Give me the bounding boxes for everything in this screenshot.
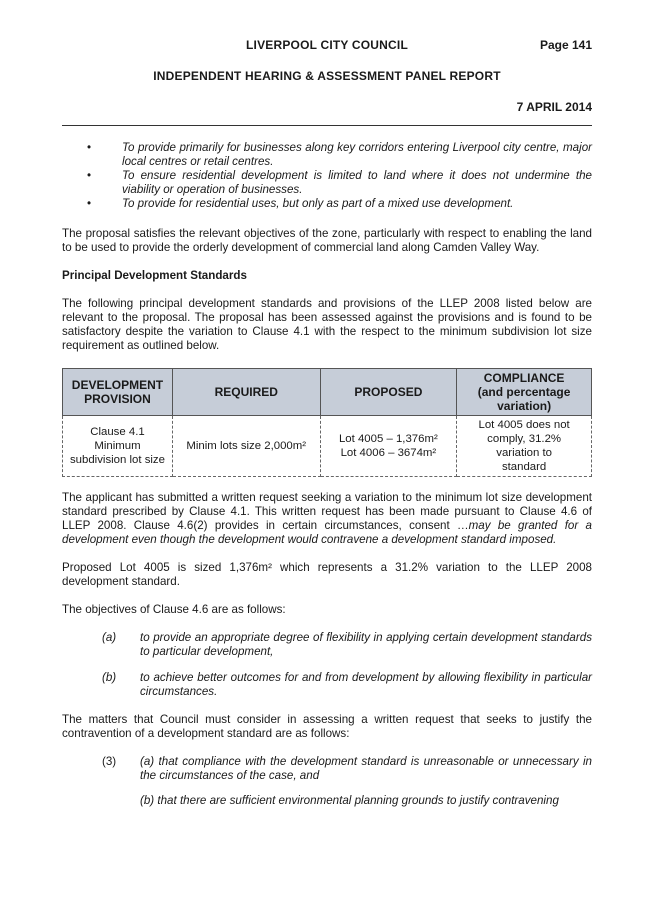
zone-objectives-list	[87, 141, 592, 211]
header-proposed: PROPOSED	[320, 369, 457, 416]
document-body	[62, 141, 592, 808]
header-rule	[62, 125, 592, 126]
clause-objectives-intro: The objectives of Clause 4.6 are as follows:	[62, 603, 286, 616]
report-date: 7 APRIL 2014	[516, 100, 592, 114]
list-item: (b) to achieve better outcomes for and from development by allowing flexibility in particular circumstances.	[102, 671, 592, 698]
cell-compliance: Lot 4005 does not comply, 31.2% variation to standard	[457, 416, 592, 477]
cell-proposed: Lot 4005 – 1,376m² Lot 4006 – 3674m²	[320, 416, 457, 477]
table-row	[63, 416, 592, 477]
council-name: LIVERPOOL CITY COUNCIL	[246, 38, 408, 52]
report-title: INDEPENDENT HEARING & ASSESSMENT PANEL REPORT	[153, 69, 501, 83]
matters-paragraph: The matters that Council must consider in assessing a written request that seeks to justify the contravention of a development standard are as follows:	[62, 713, 592, 740]
header-provision: DEVELOPMENT PROVISION	[63, 369, 173, 416]
standards-table	[62, 368, 592, 477]
lot-size-paragraph: Proposed Lot 4005 is sized 1,376m² which represents a 31.2% variation to the LLEP 2008 development standard.	[62, 561, 592, 588]
table-header-row	[63, 369, 592, 416]
list-item: • To provide for residential uses, but only as part of a mixed use development.	[87, 197, 592, 211]
page-number: Page 141	[539, 38, 592, 52]
page-header	[62, 38, 592, 54]
list-item: (b) that there are sufficient environmental planning grounds to justify contravening	[140, 794, 559, 807]
cell-required: Minim lots size 2,000m²	[172, 416, 320, 477]
objectives-paragraph: The proposal satisfies the relevant objectives of the zone, particularly with respect to enabling the land to be used to provide the orderly development of commercial land along Camden Valley Way.	[62, 227, 592, 254]
list-item: (a) that compliance with the development standard is unreasonable or unnecessary in the circumstances of the case, and	[140, 755, 592, 782]
clause-3-list: (3) (a) that compliance with the development standard is unreasonable or unnecessary in the circumstances of the case, and (b) that there are sufficient environmental planning grounds to justify contravening	[102, 755, 592, 807]
header-compliance: COMPLIANCE (and percentage variation)	[457, 369, 592, 416]
list-item: • To provide primarily for businesses along key corridors entering Liverpool city centre, major local centres or retail centres.	[87, 141, 592, 169]
applicant-paragraph: The applicant has submitted a written request seeking a variation to the minimum lot size development standard prescribed by Clause 4.1. This written request has been made pursuant to Clause 4.6 of LLEP 2008. Clause 4.6(2) provides in certain circumstances, consent …may be granted for a development even though the development would contravene a development standard imposed.	[62, 491, 592, 546]
standards-paragraph: The following principal development standards and provisions of the LLEP 2008 listed below are relevant to the proposal. The proposal has been assessed against the provisions and is found to be satisfactory despite the variation to Clause 4.1 with the respect to the minimum subdivision lot size requirement as outlined below.	[62, 297, 592, 352]
section-heading: Principal Development Standards	[62, 269, 247, 282]
cell-provision: Clause 4.1 Minimum subdivision lot size	[63, 416, 173, 477]
list-item: • To ensure residential development is limited to land where it does not undermine the viability or operation of businesses.	[87, 169, 592, 197]
list-item: (a) to provide an appropriate degree of flexibility in applying certain development standards to particular development,	[102, 631, 592, 658]
clause-objectives-list	[62, 631, 592, 699]
header-required: REQUIRED	[172, 369, 320, 416]
